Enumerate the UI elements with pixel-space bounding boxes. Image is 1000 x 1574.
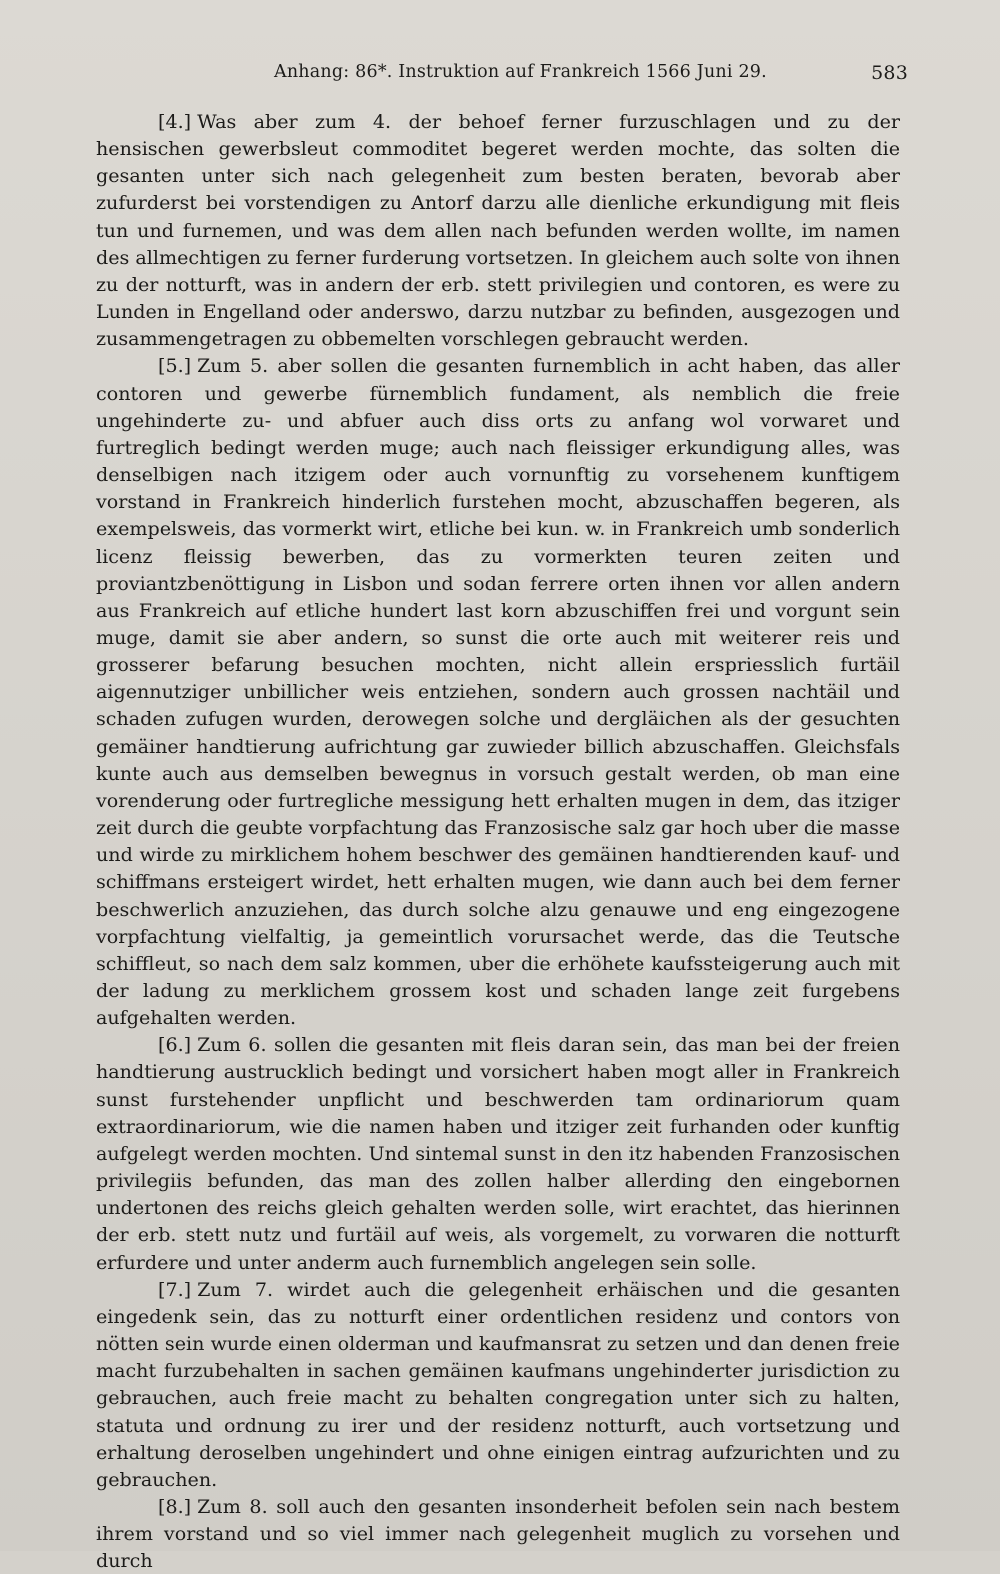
page-number: 583 [871,62,908,84]
paragraph-number: [7.] [158,1277,192,1301]
paragraph-text: Was aber zum 4. der behoef ferner furzuschlagen und zu der hensischen gewerbsleut commoditet begeret werden mochte, das solten die gesanten unter sich nach gelegenheit zum besten beraten, bevorab aber zufurderst bei vorstendigen zu Antorf darzu alle dienliche erkundigung mit fleis tun und furnemen, und was dem allen nach befunden werden wollte, im namen des allmechtigen zu ferner furderung vortsetzen. In gleichem auch solte von ihnen zu der notturft, was in andern der erb. stett privilegien und contoren, es were zu Lunden in Engelland oder anderswo, darzu nutzbar zu befinden, ausgezogen und zusammengetragen zu obbemelten vorschlegen gebraucht werden. [96,110,900,351]
paragraph-6 [96,1031,900,1275]
paragraph-text: Zum 7. wirdet auch die gelegenheit erhäischen und die gesanten eingedenk sein, das zu notturft einer ordentlichen residenz und contors von nötten sein wurde einen olderman und kaufmansrat zu setzen und dan denen freie macht furzubehalten in sachen gemäinen kaufmans ungehinderter jurisdiction zu gebrauchen, auch freie macht zu behalten congregation unter sich zu halten, statuta und ordnung zu irer und der residenz notturft, auch vortsetzung und erhaltung deroselben ungehindert und ohne einigen eintrag aufzurichten und zu gebrauchen. [96,1277,900,1491]
paragraph-number: [6.] [158,1033,192,1057]
paragraph-4 [96,108,900,352]
paragraph-7 [96,1276,900,1493]
paragraph-text: Zum 8. soll auch den gesanten insonderheit befolen sein nach bestem ihrem vorstand und so viel immer nach gelegenheit muglich zu vorsehen und durch [96,1494,900,1573]
paragraph-number: [4.] [158,110,192,133]
body-text [96,108,900,1574]
paragraph-5 [96,352,900,1031]
paragraph-text: Zum 5. aber sollen die gesanten furnemblich in acht haben, das aller contoren und gewerbe fürnemblich fundament, als nemblich die freie ungehinderte zu- und abfuer auch diss orts zu anfang wol vorwaret und furtreglich bedingt werden muge; auch nach fleissiger erkundigung alles, was denselbigen nach itzigem oder auch vornunftig zu vorsehenem kunftigem vorstand in Frankreich hinderlich furstehen mocht, abzuschaffen begeren, als exempelsweis, das vormerkt wirt, etliche bei kun. w. in Frankreich umb sonderlich licenz fleissig bewerben, das zu vormerkten teuren zeiten und proviantzbenöttigung in Lisbon und sodan ferrere orten ihnen vor allen andern aus Frankreich auf etliche hundert last korn abzuschiffen frei und vorgunt sein muge, damit sie aber andern, so sunst die orte auch mit weiterer reis und grosserer befarung besuchen mochten, nicht allein erspriesslich furtäil aigennutziger unbillicher weis entziehen, sondern auch grossen nachtäil und schaden zufugen wurden, derowegen solche und dergläichen als der gesuchten gemäiner handtierung aufrichtung gar zuwieder billich abzuschaffen. Gleichsfals kunte auch aus demselben bewegnus in vorsuch gestalt werden, ob man eine vorenderung oder furtregliche messigung hett erhalten mugen in dem, das itziger zeit durch die geubte vorpfachtung das Franzosische salz gar hoch uber die masse und wirde zu mirklichem hohem beschwer des gemäinen handtierenden kauf- und schiffmans ersteigert wirdet, hett erhalten mugen, wie dann auch bei dem ferner beschwerlich anzuziehen, das durch solche alzu genauwe und eng eingezogene vorpfachtung vielfaltig, ja gemeintlich vorursachet werde, das die Teutsche schiffleut, so nach dem salz kommen, uber die erhöhete kaufssteigerung auch mit der ladung zu merklichem grossem kost und schaden lange zeit furgebens aufgehalten werden. [96,354,900,1030]
page-header [96,62,908,86]
paragraph-number: [8.] [158,1494,192,1518]
paragraph-8 [96,1493,900,1574]
running-title: Anhang: 86*. Instruktion auf Frankreich 1566 Juni 29. [274,62,767,82]
paragraph-text: Zum 6. sollen die gesanten mit fleis daran sein, das man bei der freien handtierung austrucklich bedingt und vorsichert haben mogt aller in Frankreich sunst furstehender unpflicht und beschwerden tam ordinariorum quam extraordinariorum, wie die namen haben und itziger zeit furhanden oder kunftig aufgelegt werden mochten. Und sintemal sunst in den itz habenden Franzosischen privilegiis befunden, das man des zollen halber allerding den eingebornen undertonen des reichs gleich gehalten werden solle, wirt erachtet, das hierinnen der erb. stett nutz und furtäil auf weis, als vorgemelt, zu vorwaren die notturft erfurdere und unter anderm auch furnemblich angelegen sein solle. [96,1033,900,1274]
paragraph-number: [5.] [158,354,192,378]
